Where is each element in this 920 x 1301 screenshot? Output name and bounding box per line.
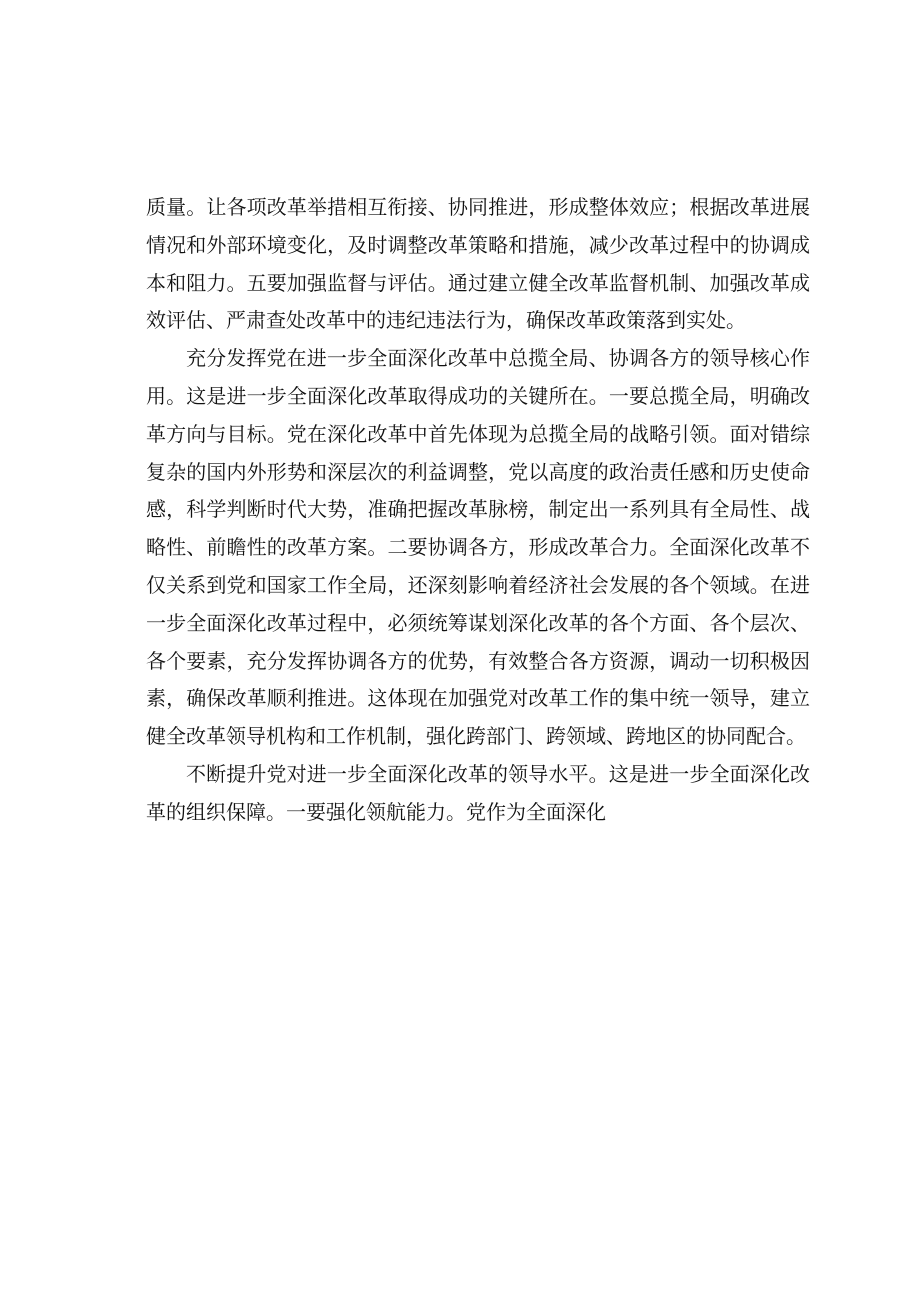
paragraph-2: 充分发挥党在进一步全面深化改革中总揽全局、协调各方的领导核心作用。这是进一步全面深化改革取得成功的关键所在。一要总揽全局，明确改革方向与目标。党在深化改革中首先体现为总揽全局的战略引领。面对错综复杂的国内外形势和深层次的利益调整，党以高度的政治责任感和历史使命感，科学判断时代大势，准确把握改革脉榜，制定出一系列具有全局性、战略性、前瞻性的改革方案。二要协调各方，形成改革合力。全面深化改革不仅关系到党和国家工作全局，还深刻影响着经济社会发展的各个领域。在进一步全面深化改革过程中，必须统筹谋划深化改革的各个方面、各个层次、各个要素，充分发挥协调各方的优势，有效整合各方资源，调动一切积极因素，确保改革顺利推进。这体现在加强党对改革工作的集中统一领导，建立健全改革领导机构和工作机制，强化跨部门、跨领域、跨地区的协同配合。 xyxy=(146,346,810,749)
document-body xyxy=(146,189,810,832)
paragraph-1: 质量。让各项改革举措相互衔接、协同推进，形成整体效应；根据改革进展情况和外部环境变化，及时调整改革策略和措施，减少改革过程中的协调成本和阻力。五要加强监督与评估。通过建立健全改革监督机制、加强改革成效评估、严肃查处改革中的违纪违法行为，确保改革政策落到实处。 xyxy=(146,195,810,333)
paragraph-3: 不断提升党对进一步全面深化改革的领导水平。这是进一步全面深化改革的组织保障。一要强化领航能力。党作为全面深化 xyxy=(146,761,810,824)
